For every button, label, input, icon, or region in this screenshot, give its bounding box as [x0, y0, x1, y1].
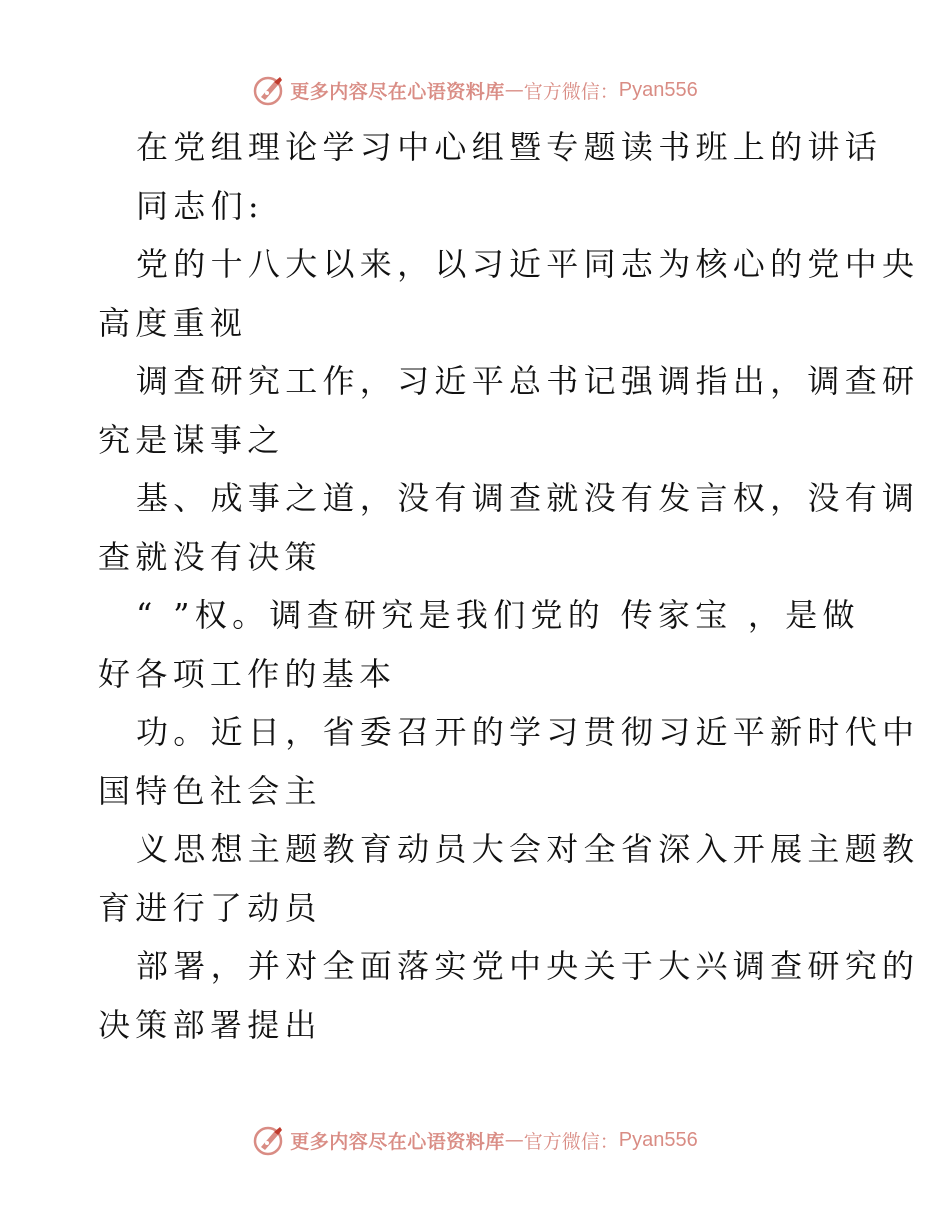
document-title: 在党组理论学习中心组暨专题读书班上的讲话	[136, 128, 883, 166]
salutation: 同志们:	[136, 186, 264, 225]
text-line: 国特色社会主	[98, 771, 322, 810]
watermark-separator: —	[504, 79, 524, 101]
watermark-wechat-label: 官方微信：	[523, 1130, 619, 1153]
text-line: 义思想主题教育动员大会对全省深入开展主题教	[136, 830, 920, 868]
text-line: 基、成事之道，没有调查就没有发言权，没有调	[136, 479, 920, 517]
text-line: 究是谋事之	[98, 420, 285, 459]
text-line: 决策部署提出	[98, 1005, 322, 1044]
text-line: 部署，并对全面落实党中央关于大兴调查研究的	[136, 947, 920, 985]
watermark-text: 更多内容尽在心语资料库	[290, 1130, 505, 1153]
text-line: 好各项工作的基本	[98, 654, 397, 693]
watermark-separator: —	[504, 1129, 524, 1151]
text-line: 高度重视	[98, 303, 248, 342]
text-line: 查就没有决策	[98, 537, 322, 576]
text-line: 功。近日，省委召开的学习贯彻习近平新时代中	[136, 713, 920, 751]
pen-nib-seal-icon	[252, 1123, 286, 1157]
text-line: 调查研究工作，习近平总书记强调指出，调查研	[136, 362, 920, 400]
footer-watermark	[0, 1120, 950, 1160]
pen-nib-seal-icon	[252, 73, 286, 107]
document-body	[98, 118, 920, 1054]
watermark-wechat-id: Pyan556	[618, 78, 698, 101]
header-watermark	[0, 70, 950, 110]
watermark-text: 更多内容尽在心语资料库	[290, 80, 505, 103]
watermark-wechat-label: 官方微信：	[523, 80, 619, 103]
text-line: 党的十八大以来，以习近平同志为核心的党中央	[136, 245, 920, 283]
text-line: “ ”权。调查研究是我们党的 传家宝 ，是做	[136, 596, 860, 634]
watermark-wechat-id: Pyan556	[618, 1128, 698, 1151]
text-line: 育进行了动员	[98, 888, 322, 927]
